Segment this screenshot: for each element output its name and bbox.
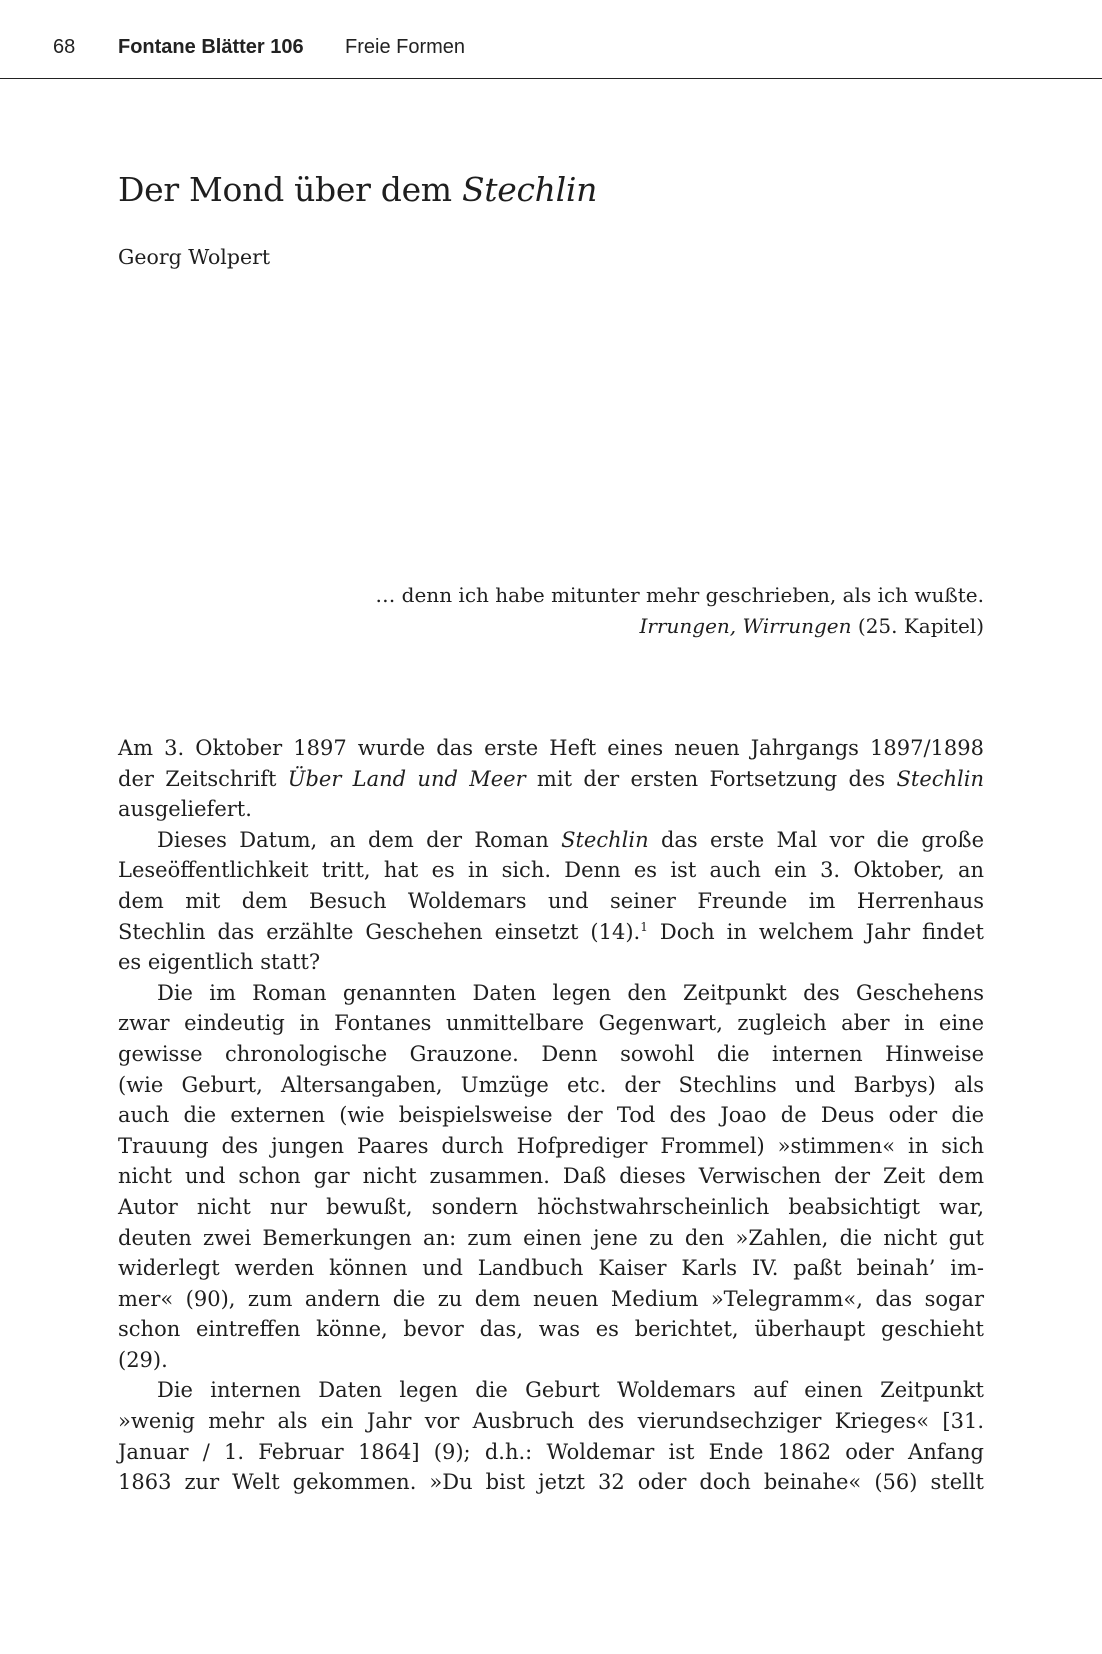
text-line	[118, 1284, 984, 1315]
text-segment: 1863 zur Welt gekommen. »Du bist jetzt 32 oder doch beinahe« (56) stellt	[118, 1470, 984, 1495]
text-segment: es eigentlich statt?	[118, 950, 321, 975]
text-line	[118, 1070, 984, 1101]
text-line	[118, 1406, 984, 1437]
text-segment: Stechlin das erzählte Geschehen einsetzt (14).	[118, 919, 641, 944]
text-segment: zwar eindeutig in Fontanes unmittelbare Gegenwart, zugleich aber in eine	[118, 1011, 984, 1036]
text-line	[118, 1375, 984, 1406]
text-segment: gewisse chronologische Grauzone. Denn sowohl die internen Hinweise	[118, 1041, 984, 1066]
title-italic: Stechlin	[462, 170, 598, 209]
text-segment: auch die externen (wie beispielsweise der Tod des Joao de Deus oder die	[118, 1103, 984, 1128]
text-line	[118, 825, 984, 856]
text-segment: dem mit dem Besuch Woldemars und seiner Freunde im Herrenhaus	[118, 888, 984, 913]
epigraph-source-chapter: (25. Kapitel)	[851, 614, 984, 638]
title-text: Der Mond über dem	[118, 170, 462, 209]
epigraph-source	[184, 614, 984, 638]
text-line	[118, 794, 984, 825]
epigraph-quote: … denn ich habe mitunter mehr geschrieben, als ich wußte.	[375, 583, 984, 607]
italic-text: Über Land und Meer	[287, 766, 526, 791]
footnote-marker: 1	[640, 919, 648, 934]
text-segment: Autor nicht nur bewußt, sondern höchstwahrscheinlich beabsichtigt war,	[118, 1194, 984, 1219]
text-segment: Leseöffentlichkeit tritt, hat es in sich. Denn es ist auch ein 3. Oktober, an	[118, 858, 984, 883]
text-segment: Januar / 1. Februar 1864] (9); d.h.: Woldemar ist Ende 1862 oder Anfang	[118, 1439, 984, 1464]
text-line	[118, 1192, 984, 1223]
text-line	[118, 978, 984, 1009]
page-number: 68	[53, 36, 76, 58]
header-rule	[0, 78, 1102, 79]
text-line	[118, 1008, 984, 1039]
running-header	[0, 36, 1102, 66]
journal-title: Fontane Blätter 106	[118, 36, 304, 58]
text-line	[118, 886, 984, 917]
text-segment: (wie Geburt, Altersangaben, Umzüge etc. der Stechlins und Barbys) als	[118, 1072, 984, 1097]
section-title: Freie Formen	[345, 36, 466, 58]
text-segment: Dieses Datum, an dem der Roman	[157, 827, 562, 852]
author: Georg Wolpert	[118, 245, 271, 269]
text-segment: Die im Roman genannten Daten legen den Zeitpunkt des Geschehens	[157, 980, 984, 1005]
text-segment: schon eintreffen könne, bevor das, was es berichtet, überhaupt geschieht	[118, 1317, 984, 1342]
text-segment: mer« (90), zum andern die zu dem neuen Medium »Telegramm«, das sogar	[118, 1286, 984, 1311]
text-segment: Die internen Daten legen die Geburt Woldemars auf einen Zeitpunkt	[157, 1378, 984, 1403]
text-line	[118, 947, 984, 978]
body-text	[118, 733, 984, 1498]
article-title	[118, 170, 597, 209]
italic-text: Stechlin	[561, 827, 649, 852]
text-line	[118, 917, 984, 948]
text-line	[118, 1467, 984, 1498]
text-segment: widerlegt werden können und Landbuch Kaiser Karls IV. paßt beinah’ im-	[118, 1256, 984, 1281]
text-segment: deuten zwei Bemerkungen an: zum einen jene zu den »Zahlen, die nicht gut	[118, 1225, 984, 1250]
text-line	[118, 1039, 984, 1070]
text-line	[118, 764, 984, 795]
text-line	[118, 1100, 984, 1131]
text-line	[118, 1223, 984, 1254]
epigraph-source-title: Irrungen, Wirrungen	[639, 614, 852, 638]
text-segment: ausgeliefert.	[118, 797, 252, 822]
text-line	[118, 1314, 984, 1345]
text-segment: Doch in welchem Jahr findet	[647, 919, 984, 944]
text-segment: Am 3. Oktober 1897 wurde das erste Heft eines neuen Jahrgangs 1897/1898	[118, 736, 984, 760]
text-segment: das erste Mal vor die große	[648, 827, 984, 852]
text-line	[118, 1437, 984, 1468]
text-line	[118, 1161, 984, 1192]
text-line	[118, 1131, 984, 1162]
text-segment: der Zeitschrift	[118, 766, 288, 791]
text-segment: (29).	[118, 1347, 168, 1372]
text-line	[118, 1345, 984, 1376]
text-segment: Trauung des jungen Paares durch Hofprediger Frommel) »stimmen« in sich	[118, 1133, 984, 1158]
text-segment: nicht und schon gar nicht zusammen. Daß dieses Verwischen der Zeit dem	[118, 1164, 984, 1189]
text-line	[118, 855, 984, 886]
text-line	[118, 733, 984, 764]
text-segment: mit der ersten Fortsetzung des	[525, 766, 897, 791]
text-line	[118, 1253, 984, 1284]
text-segment: »wenig mehr als ein Jahr vor Ausbruch des vierundsechziger Krieges« [31.	[118, 1409, 984, 1434]
italic-text: Stechlin	[896, 766, 984, 791]
